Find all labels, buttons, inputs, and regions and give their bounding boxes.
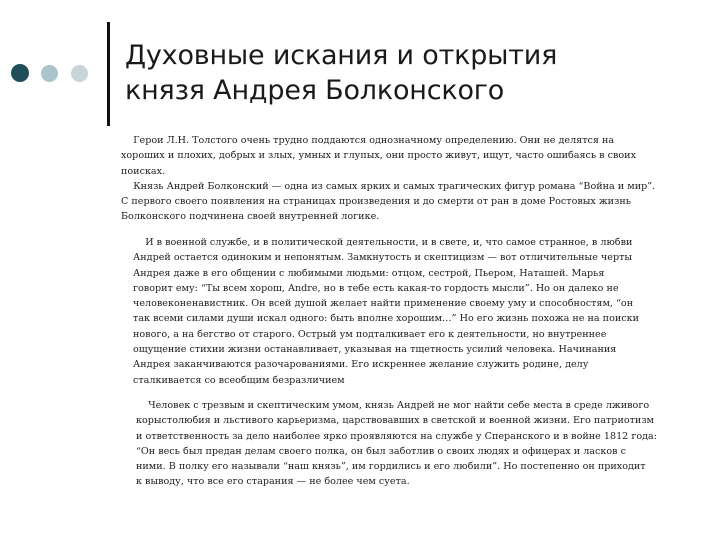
paragraph-line: ними. В полку его называли “наш князь”, им гордились и его любили”. Но постепенно он приходит bbox=[136, 461, 646, 473]
paragraph-line: Болконского подчинена своей внутренней логике. bbox=[121, 211, 380, 223]
paragraph-line: Андрей остается одиноким и непонятым. Замкнутость и скептицизм — вот отличительные черты bbox=[133, 252, 633, 264]
paragraph-line: хороших и плохих, добрых и злых, умных и глупых, они просто живут, ищут, часто ошибаясь в своих bbox=[121, 150, 636, 162]
paragraph-line: и ответственность за дело наиболее ярко проявляются на службе у Сперанского и в войне 1812 года: bbox=[136, 430, 657, 442]
paragraph-line: И в военной службе, и в политической деятельности, и в свете, и, что самое странное, в любви bbox=[133, 237, 633, 248]
title-divider-rule bbox=[107, 22, 110, 126]
paragraph-line: Герои Л.Н. Толстого очень трудно поддаются однозначному определению. Они не делятся на bbox=[121, 135, 615, 146]
paragraph-line: к выводу, что все его старания — не более чем суета. bbox=[136, 476, 410, 488]
paragraph-intro bbox=[121, 133, 655, 225]
paragraph-line: поисках. bbox=[121, 165, 166, 177]
paragraph-line: говорит ему: “Ты всем хорош, Andre, но в тебе есть какая-то гордость мысли”. Но он далеко не bbox=[133, 282, 619, 294]
light-bullet-dot bbox=[71, 65, 88, 82]
paragraph-line: человеконенавистник. Он всей душой желает найти применение своему уму и способностям, “он bbox=[133, 298, 634, 310]
paragraph-line: Андрея даже в его общении с любимыми людьми: отцом, сестрой, Пьером, Наташей. Марья bbox=[133, 267, 605, 279]
paragraph-line: С первого своего появления на страницах произведения и до смерти от ран в доме Ростовых жизнь bbox=[121, 196, 631, 208]
paragraph-line: так всеми силами души искал одного: быть вполне хорошим…” Но его жизнь похожа не на поиски bbox=[133, 313, 640, 325]
slide-title bbox=[125, 38, 705, 108]
paragraph-line: нового, а на бегство от старого. Острый ум подталкивает его к деятельности, но внутреннее bbox=[133, 328, 607, 340]
paragraph-patriotism bbox=[136, 398, 657, 490]
paragraph-line: “Он весь был предан делам своего полка, он был заботлив о своих людях и офицерах и ласков с bbox=[136, 445, 626, 457]
paragraph-line: Андрея заканчиваются разочарованиями. Его искреннее желание служить родине, делу bbox=[133, 359, 589, 371]
paragraph-line: Князь Андрей Болконский — одна из самых ярких и самых трагических фигур романа “Война и мир”. bbox=[121, 180, 656, 192]
paragraph-line: ощущение стихии жизни останавливает, указывая на тщетность усилий человека. Начинания bbox=[133, 344, 617, 356]
light-bullet-dot bbox=[41, 65, 58, 82]
title-line: Духовные искания и открытия bbox=[125, 40, 558, 71]
paragraph-loneliness bbox=[133, 235, 639, 388]
title-line: князя Андрея Болконского bbox=[125, 75, 505, 106]
dark-bullet-dot bbox=[11, 64, 29, 82]
paragraph-line: корыстолюбия и льстивого карьеризма, царствовавших в светской и военной жизни. Его патриотизм bbox=[136, 415, 655, 427]
paragraph-line: Человек с трезвым и скептическим умом, князь Андрей не мог найти себе места в среде лживого bbox=[136, 400, 650, 411]
paragraph-line: сталкивается со всеобщим безразличием bbox=[133, 374, 345, 386]
